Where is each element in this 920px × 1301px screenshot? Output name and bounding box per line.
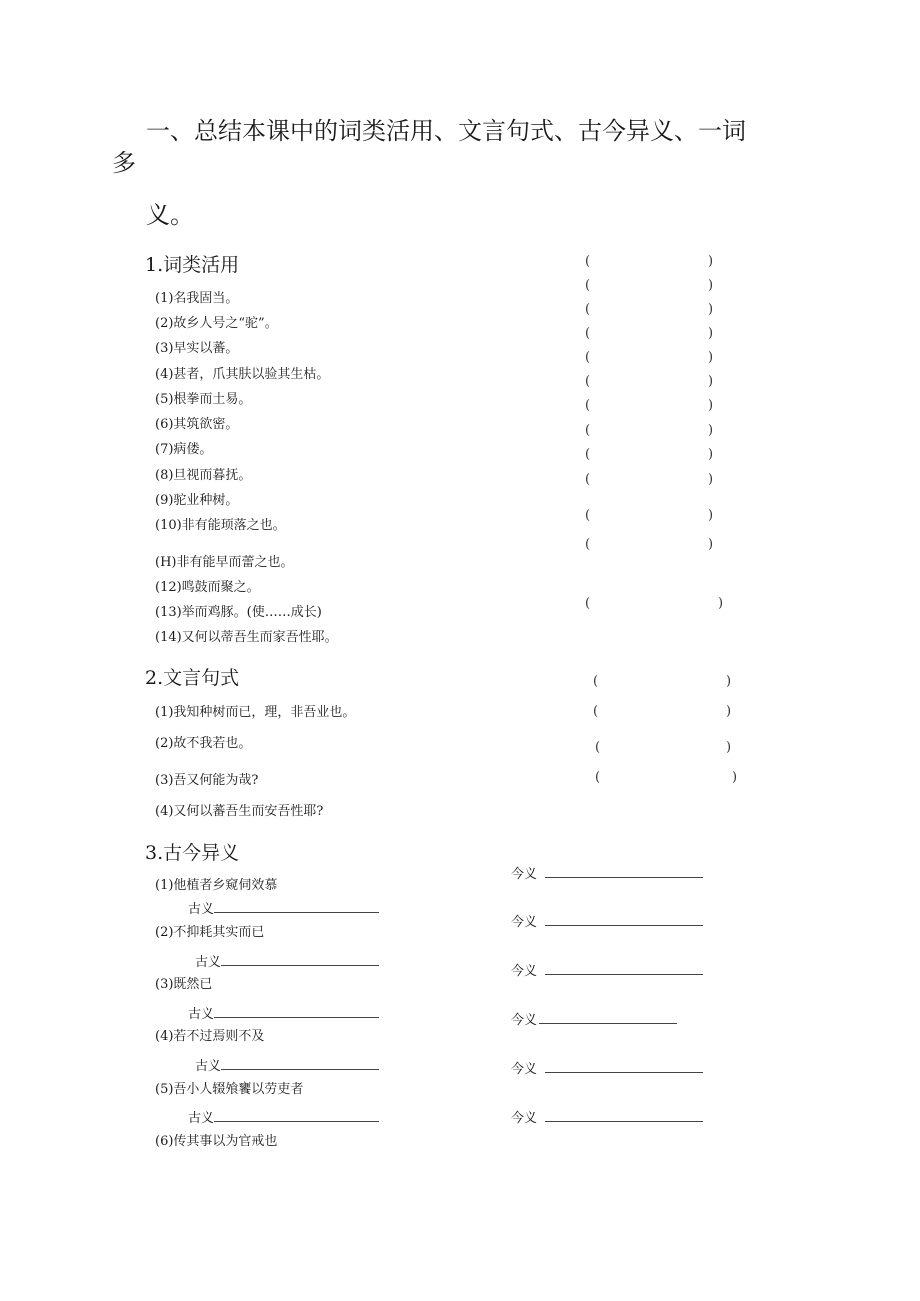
paren-close: ): [708, 302, 714, 317]
list-item: (12)鸣鼓而聚之。: [155, 580, 260, 595]
answer-blank[interactable]: [214, 1005, 379, 1018]
paren-open: (: [585, 350, 591, 365]
list-item: (H)非有能早而蕾之也。: [155, 555, 294, 570]
paren-open: (: [585, 374, 591, 389]
list-item: (4)甚者，爪其肤以验其生枯。: [155, 367, 330, 382]
list-item: (3)吾又何能为哉?: [155, 773, 259, 788]
jin-yi-label: 今义: [511, 1111, 538, 1126]
paren-close: ): [708, 508, 714, 523]
jin-yi-row: [511, 865, 703, 883]
list-item: (10)非有能顼落之也。: [155, 518, 286, 533]
jin-yi-label: 今义: [511, 915, 538, 930]
list-item: (6)其筑欲密。: [155, 417, 239, 432]
answer-blank[interactable]: [545, 962, 703, 975]
paren-open: (: [593, 704, 599, 719]
paren-open: (: [585, 278, 591, 293]
gu-yi-row: [195, 953, 379, 971]
section-title-ancient-modern: 3.古今异义: [145, 842, 240, 864]
paren-close: ): [708, 254, 714, 269]
jin-yi-label: 今义: [511, 1013, 538, 1028]
jin-yi-row: [511, 1060, 703, 1078]
jin-yi-row: [511, 1109, 703, 1127]
list-item: (6)传其事以为官戒也: [155, 1134, 278, 1149]
answer-blank[interactable]: [545, 865, 703, 878]
list-item: (2)不抑耗其实而已: [155, 925, 265, 940]
paren-open: (: [585, 326, 591, 341]
list-item: (5)根拳而土易。: [155, 392, 252, 407]
paren-close: ): [708, 326, 714, 341]
paren-close: ): [708, 350, 714, 365]
paren-close: ): [718, 596, 724, 611]
answer-blank[interactable]: [214, 1109, 379, 1122]
paren-close: ): [708, 398, 714, 413]
gu-yi-row: [188, 900, 379, 918]
list-item: (4)又何以蕃吾生而安吾性耶?: [155, 804, 324, 819]
answer-blank[interactable]: [545, 1060, 703, 1073]
list-item: (14)又何以蒂吾生而家吾性耶。: [155, 630, 338, 645]
gu-yi-row: [188, 1005, 379, 1023]
paren-close: ): [732, 770, 738, 785]
main-heading-line1: 一、总结本课中的词类活用、文言句式、古今异义、一词: [146, 117, 746, 145]
paren-open: (: [585, 447, 591, 462]
gu-yi-label: 古义: [188, 1007, 215, 1022]
answer-blank[interactable]: [214, 900, 379, 913]
jin-yi-label: 今义: [511, 964, 538, 979]
paren-open: (: [585, 508, 591, 523]
paren-close: ): [726, 704, 732, 719]
list-item: (2)故乡人号之“驼”。: [155, 316, 278, 331]
answer-blank[interactable]: [545, 913, 703, 926]
list-item: (7)病偻。: [155, 442, 213, 457]
paren-open: (: [585, 398, 591, 413]
answer-blank[interactable]: [221, 1057, 379, 1070]
list-item: (9)驼业种树。: [155, 493, 239, 508]
main-heading-line2: 多: [112, 149, 136, 177]
jin-yi-row: [511, 962, 703, 980]
paren-open: (: [585, 596, 591, 611]
paren-close: ): [708, 447, 714, 462]
list-item: (2)故不我若也。: [155, 736, 252, 751]
list-item: (3)既然已: [155, 977, 213, 992]
list-item: (13)举而鸡豚。(使……成长): [155, 605, 322, 620]
jin-yi-label: 今义: [511, 1062, 538, 1077]
list-item: (5)吾小人辍飧饔以劳吏者: [155, 1082, 304, 1097]
paren-close: ): [726, 740, 732, 755]
gu-yi-label: 古义: [195, 955, 222, 970]
paren-open: (: [585, 302, 591, 317]
paren-close: ): [708, 423, 714, 438]
section-title-sentence-patterns: 2.文言句式: [145, 667, 240, 689]
paren-close: ): [708, 278, 714, 293]
paren-open: (: [595, 740, 601, 755]
gu-yi-label: 古义: [188, 902, 215, 917]
gu-yi-row: [188, 1109, 379, 1127]
list-item: (1)我知种树而已，理，非吾业也。: [155, 705, 356, 720]
paren-open: (: [585, 472, 591, 487]
paren-open: (: [585, 254, 591, 269]
gu-yi-label: 古义: [188, 1111, 215, 1126]
gu-yi-label: 古义: [195, 1059, 222, 1074]
list-item: (8)旦视而暮抚。: [155, 468, 252, 483]
paren-close: ): [708, 472, 714, 487]
paren-close: ): [708, 374, 714, 389]
jin-yi-label: 今义: [511, 867, 538, 882]
paren-open: (: [585, 423, 591, 438]
paren-open: (: [595, 770, 601, 785]
paren-close: ): [708, 537, 714, 552]
paren-open: (: [585, 537, 591, 552]
paren-open: (: [593, 674, 599, 689]
answer-blank[interactable]: [221, 953, 379, 966]
answer-blank[interactable]: [539, 1011, 677, 1024]
jin-yi-row: [511, 913, 703, 931]
main-heading-line3: 义。: [146, 201, 194, 229]
list-item: (1)他植者乡窥伺效慕: [155, 878, 278, 893]
list-item: (4)若不过焉则不及: [155, 1029, 265, 1044]
list-item: (1)名我固当。: [155, 291, 239, 306]
section-title-word-class: 1.词类活用: [145, 254, 240, 276]
paren-close: ): [726, 674, 732, 689]
answer-blank[interactable]: [545, 1109, 703, 1122]
list-item: (3)早实以蕃。: [155, 341, 239, 356]
jin-yi-row: [511, 1011, 677, 1029]
gu-yi-row: [195, 1057, 379, 1075]
